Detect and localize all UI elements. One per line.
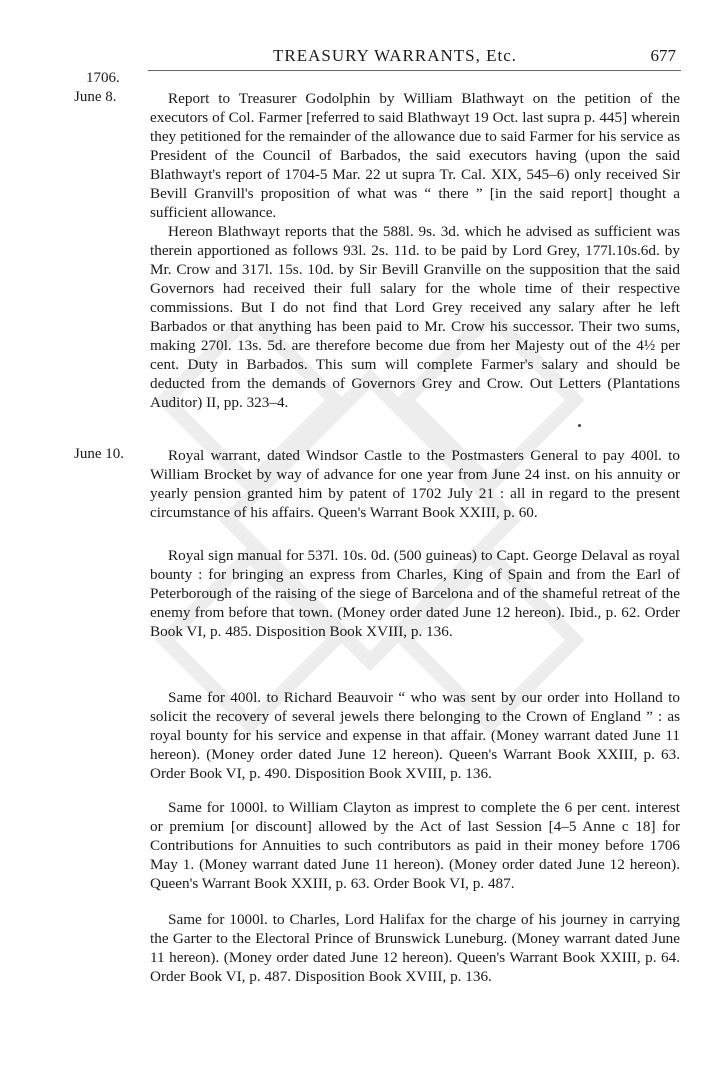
margin-date: June 8. bbox=[74, 89, 117, 105]
entry-paragraph: Same for 1000l. to Charles, Lord Halifax for the charge of his journey in carrying the Garter to the Electoral Prince of Brunswick Luneburg. (Money warrant dated June 11 hereon). (Money order dated June 12 hereon). Queen's Warrant Book XXIII, p. 64. Order Book VI, p. 487. Disposition Book XVIII, p. 136. bbox=[150, 911, 680, 985]
entry-delaval-bounty bbox=[150, 546, 680, 641]
entry-paragraph: Same for 400l. to Richard Beauvoir “ who was sent by our order into Holland to solicit the recovery of several jewels there belonging to the Crown of England ” : as royal bounty for his service and expense in that affair. (Money warrant dated June 11 hereon). (Money order dated June 12 hereon). Queen's Warrant Book XXIII, p. 63. Order Book VI, p. 490. Disposition Book XVIII, p. 136. bbox=[150, 689, 680, 782]
entry-clayton-imprest bbox=[150, 798, 680, 893]
entry-paragraph: Hereon Blathwayt reports that the 588l. 9s. 3d. which he advised as sufficient was therein apportioned as follows 93l. 2s. 11d. to be paid by Lord Grey, 177l.10s.6d. by Mr. Crow and 317l. 15s. 10d. by Sir Bevill Granville on the supposition that the said Governors had received their full salary for the whole time of their respective commissions. But I do not find that Lord Grey received any salary after he left Barbados or that anything has been paid to Mr. Crow his successor. Their two sums, making 270l. 13s. 5d. are therefore become due from her Majesty out of the 4½ per cent. Duty in Barbados. This sum will complete Farmer's salary and should be deducted from the demands of Governors Grey and Crow. Out Letters (Plantations Auditor) II, pp. 323–4. bbox=[150, 223, 680, 411]
header-rule bbox=[148, 70, 681, 71]
entry-paragraph: Royal sign manual for 537l. 10s. 0d. (500 guineas) to Capt. George Delaval as royal bounty : for bringing an express from Charles, King of Spain and from the Earl of Peterborough of the raising of the siege of Barcelona and of the shameful retreat of the enemy from before that town. (Money order dated June 12 hereon). Ibid., p. 62. Order Book VI, p. 485. Disposition Book XVIII, p. 136. bbox=[150, 547, 680, 640]
stray-mark bbox=[578, 424, 581, 427]
margin-year: 1706. bbox=[86, 70, 120, 86]
entry-paragraph: Same for 1000l. to William Clayton as imprest to complete the 6 per cent. interest or premium [or discount] allowed by the Act of last Session [4–5 Anne c 18] for Contributions for Annuities to such contributors as paid in their money before 1706 May 1. (Money warrant dated June 11 hereon). (Money order dated June 12 hereon). Queen's Warrant Book XXIII, p. 63. Order Book VI, p. 487. bbox=[150, 799, 680, 892]
entry-paragraph: Royal warrant, dated Windsor Castle to the Postmasters General to pay 400l. to William Brocket by way of advance for one year from June 24 inst. on his annuity or yearly pension granted him by patent of 1702 July 21 : all in regard to the present circumstance of his affairs. Queen's Warrant Book XXIII, p. 60. bbox=[150, 447, 680, 521]
running-head: TREASURY WARRANTS, Etc. bbox=[272, 46, 518, 65]
entry-farmer-report bbox=[150, 89, 680, 412]
entry-paragraph: Report to Treasurer Godolphin by William Blathwayt on the petition of the executors of Col. Farmer [referred to said Blathwayt 19 Oct. last supra p. 445] wherein they petitioned for the remainder of the allowance due to said Farmer for his service as President of the Council of Barbados, the said executors having (upon the said Blathwayt's report of 1704-5 Mar. 22 ut supra Tr. Cal. XIX, 545–6) only received Sir Bevill Granvill's proposition of what was “ there ” [in the said report] thought a sufficient allowance. bbox=[150, 90, 680, 221]
entry-halifax-garter bbox=[150, 910, 680, 986]
entry-beauvoir-bounty bbox=[150, 688, 680, 783]
page-number: 677 bbox=[650, 46, 676, 65]
margin-date: June 10. bbox=[74, 446, 124, 462]
entry-brocket-warrant bbox=[150, 446, 680, 522]
